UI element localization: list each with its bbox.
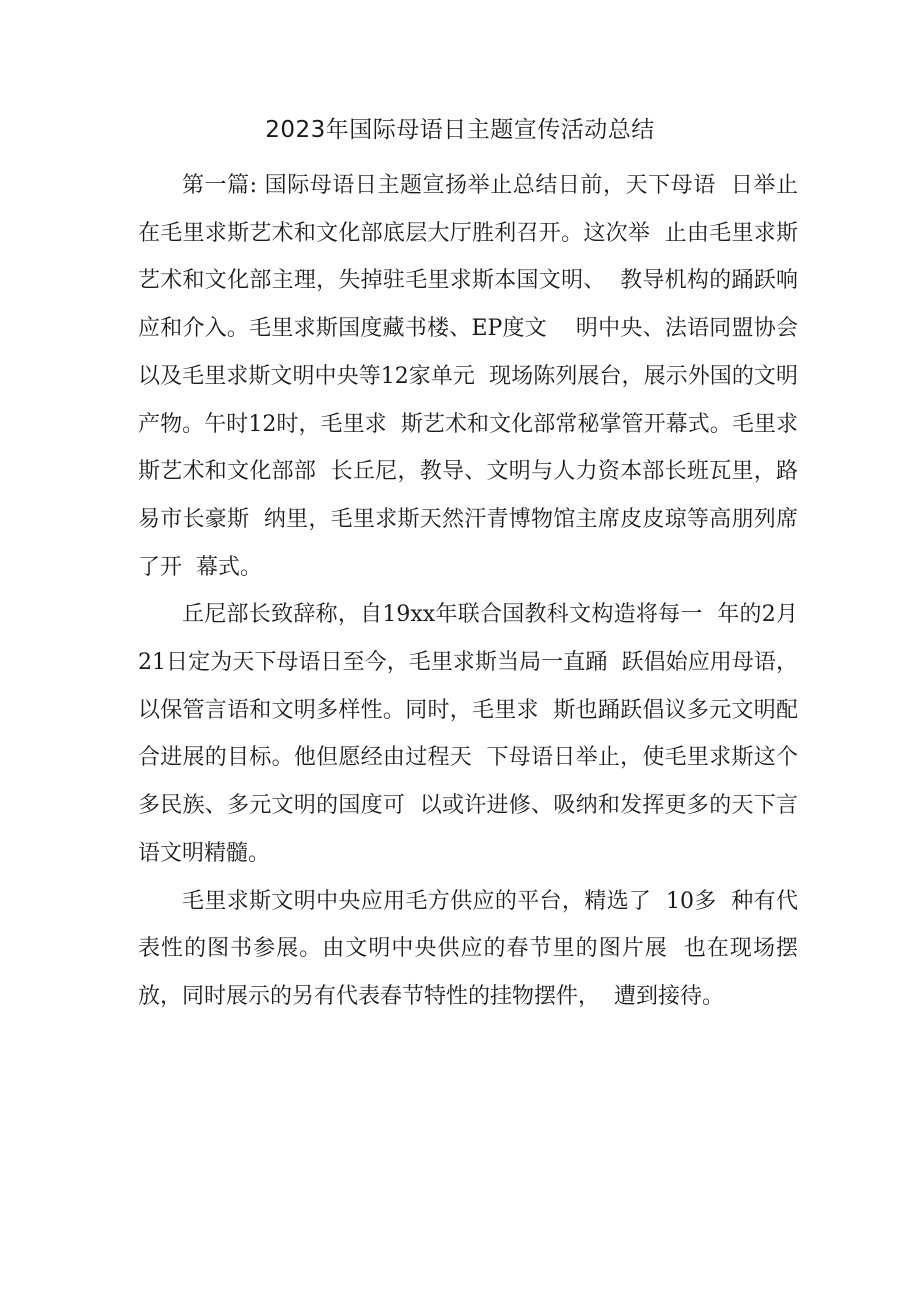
document-body [138,162,798,1021]
document-title: 2023年国际母语日主题宣传活动总结 [265,117,655,143]
paragraph-3: 毛里求斯文明中央应用毛方供应的平台，精选了 10多 种有代表性的图书参展。由文明中央供应的春节里的图片展 也在现场摆放，同时展示的另有代表春节特性的挂物摆件， 遭到接待。 [138,888,798,1009]
paragraph-1: 第一篇: 国际母语日主题宣扬举止总结日前，天下母语 日举止在毛里求斯艺术和文化部底层大厅胜利召开。这次举 止由毛里求斯艺术和文化部主理，失掉驻毛里求斯本国文明、 教导机构的踊跃响应和介入。毛里求斯国度藏书楼、EP度文 明中央、法语同盟协会以及毛里求斯文明中央等12家单元 现场陈列展台，展示外国的文明产物。午时12时，毛里求 斯艺术和文化部常秘掌管开幕式。毛里求斯艺术和文化部部 长丘尼，教导、文明与人力资本部长班瓦里，路易市长豪斯 纳里，毛里求斯天然汗青博物馆主席皮皮琼等高朋列席了开 幕式。 [138,173,798,580]
paragraph-2: 丘尼部长致辞称，自19xx年联合国教科文构造将每一 年的2月21日定为天下母语日至今，毛里求斯当局一直踊 跃倡始应用母语，以保管言语和文明多样性。同时，毛里求 斯也踊跃倡议多元文明配合进展的目标。他但愿经由过程天 下母语日举止，使毛里求斯这个多民族、多元文明的国度可 以或许进修、吸纳和发挥更多的天下言语文明精髓。 [138,602,798,866]
